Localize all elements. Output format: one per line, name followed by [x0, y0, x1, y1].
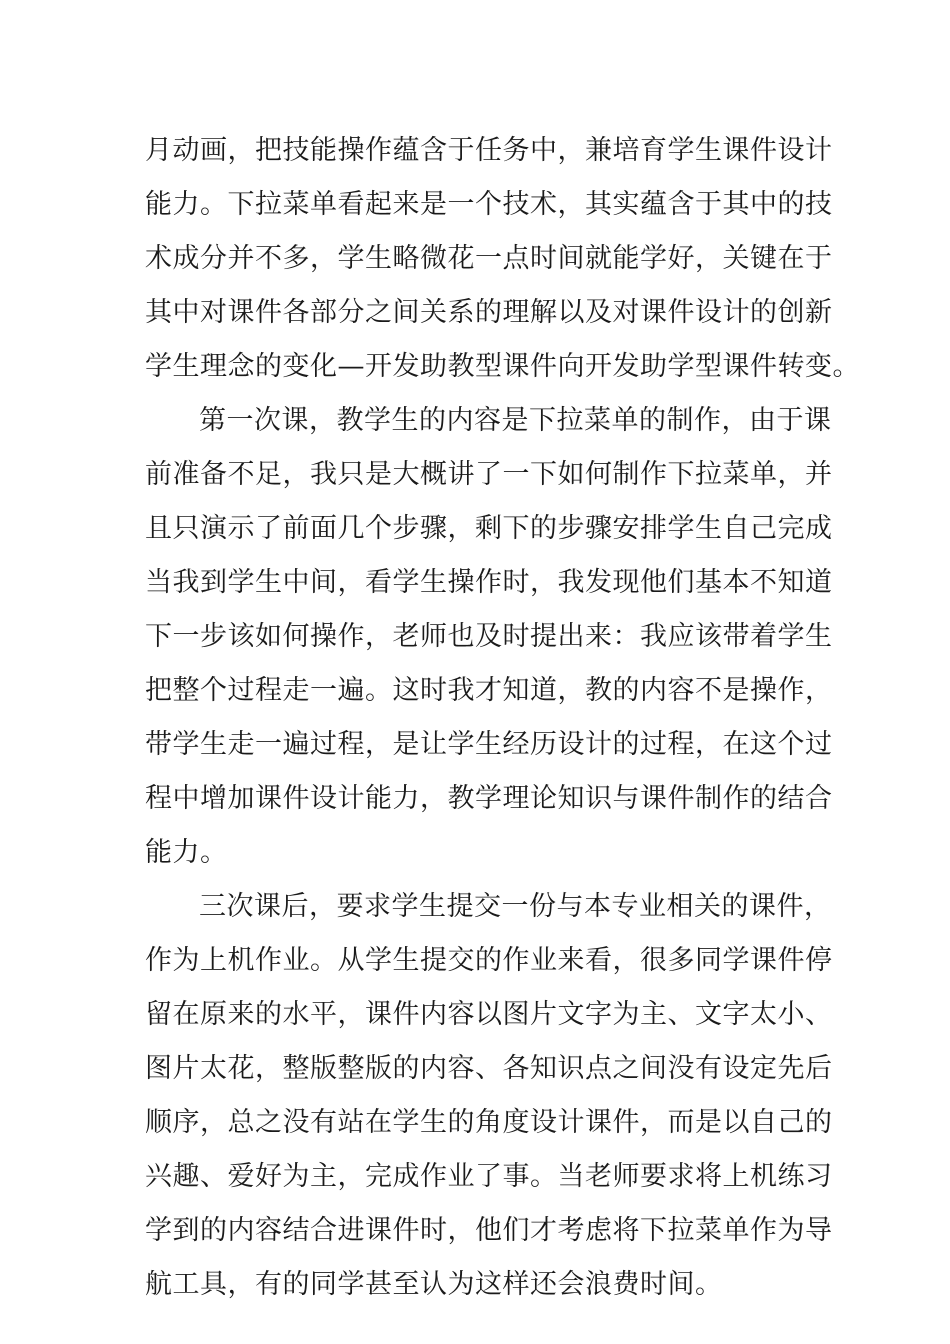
text-line: 前准备不足，我只是大概讲了一下如何制作下拉菜单，并	[145, 459, 833, 490]
text-line: 当我到学生中间，看学生操作时，我发现他们基本不知道	[145, 567, 833, 598]
text-line: 月动画，把技能操作蕴含于任务中，兼培育学生课件设计	[145, 135, 833, 166]
text-line: 下一步该如何操作，老师也及时提出来：我应该带着学生	[145, 621, 833, 652]
text-line: 学生理念的变化—开发助教型课件向开发助学型课件转变。	[145, 351, 860, 382]
text-line: 能力。下拉菜单看起来是一个技术，其实蕴含于其中的技	[145, 189, 833, 220]
text-line: 留在原来的水平，课件内容以图片文字为主、文字太小、	[145, 999, 833, 1030]
text-line: 能力。	[145, 837, 228, 868]
text-line: 带学生走一遍过程，是让学生经历设计的过程，在这个过	[145, 729, 833, 760]
text-line: 顺序，总之没有站在学生的角度设计课件，而是以自己的	[145, 1107, 833, 1138]
text-line: 学到的内容结合进课件时，他们才考虑将下拉菜单作为导	[145, 1215, 833, 1246]
text-line: 把整个过程走一遍。这时我才知道，教的内容不是操作，	[145, 675, 833, 706]
text-line: 其中对课件各部分之间关系的理解以及对课件设计的创新	[145, 297, 833, 328]
text-line: 术成分并不多，学生略微花一点时间就能学好，关键在于	[145, 243, 833, 274]
text-line: 航工具，有的同学甚至认为这样还会浪费时间。	[145, 1269, 723, 1300]
paragraph-first-line: 三次课后，要求学生提交一份与本专业相关的课件，	[199, 891, 832, 922]
text-line: 程中增加课件设计能力，教学理论知识与课件制作的结合	[145, 783, 833, 814]
text-line: 兴趣、爱好为主，完成作业了事。当老师要求将上机练习	[145, 1161, 833, 1192]
body-text	[145, 124, 860, 1312]
text-line: 图片太花，整版整版的内容、各知识点之间没有设定先后	[145, 1053, 833, 1084]
text-line: 且只演示了前面几个步骤，剩下的步骤安排学生自己完成	[145, 513, 833, 544]
text-line: 作为上机作业。从学生提交的作业来看，很多同学课件停	[145, 945, 833, 976]
paragraph-first-line: 第一次课，教学生的内容是下拉菜单的制作，由于课	[199, 405, 832, 436]
